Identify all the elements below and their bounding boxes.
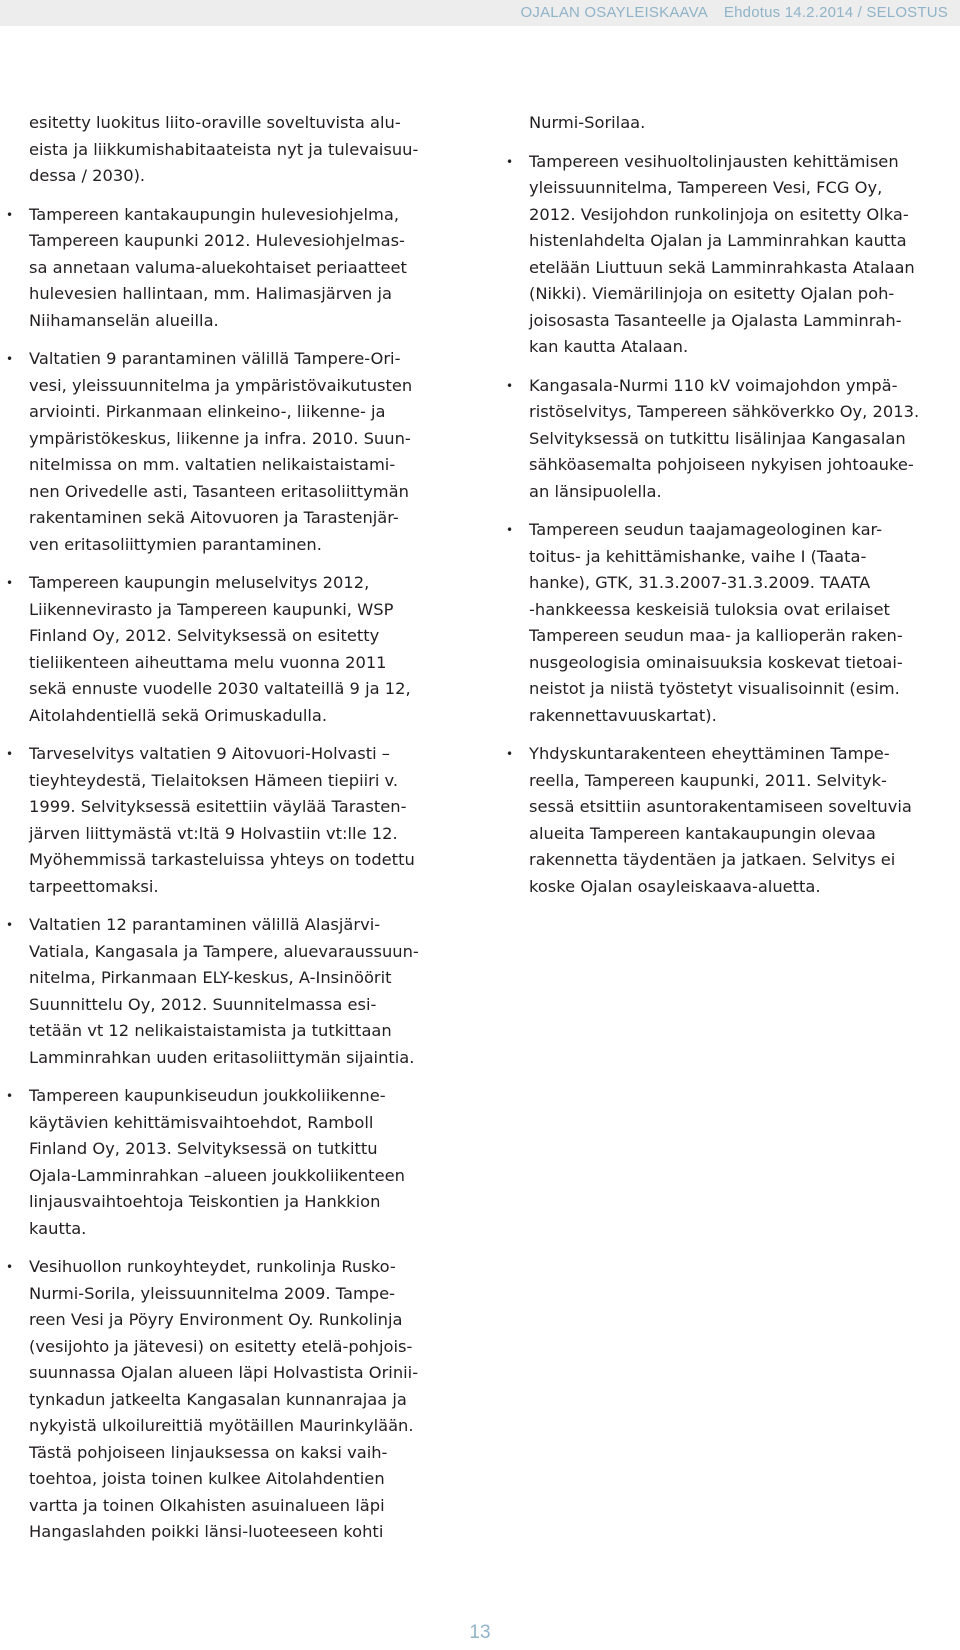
bullet-list-item	[0, 202, 440, 335]
text-line: käytävien kehittämisvaihtoehdot, Ramboll	[29, 1112, 374, 1132]
text-line: nykyistä ulkoilureittiä myötäillen Maurinkylään.	[29, 1416, 414, 1435]
bullet-marker: •	[6, 1089, 14, 1103]
bullet-list-item	[500, 517, 920, 729]
text-line: sessä etsittiin asuntorakentamiseen soveltuvia	[529, 797, 912, 816]
text-line: Ojala-Lamminrahkan –alueen joukkoliikenteen	[29, 1165, 405, 1185]
text-line: reen Vesi ja Pöyry Environment Oy. Runkolinja	[29, 1310, 403, 1329]
text-line: dessa / 2030).	[29, 166, 146, 185]
text-line: Liikennevirasto ja Tampereen kaupunki, WSP	[29, 599, 394, 619]
document-subtitle: Ehdotus 14.2.2014 / SELOSTUS	[723, 4, 948, 21]
running-header	[0, 0, 960, 26]
text-line: tynkadun jatkeelta Kangasalan kunnanrajaa ja	[29, 1389, 407, 1409]
running-header-text	[521, 4, 948, 21]
text-line: Tampereen kaupungin meluselvitys 2012,	[29, 573, 370, 592]
text-line: reella, Tampereen kaupunki, 2011. Selvityk-	[529, 770, 887, 790]
text-line: Myöhemmissä tarkasteluissa yhteys on todettu	[29, 850, 415, 869]
text-line: ven eritasoliittymien parantaminen.	[29, 534, 322, 554]
text-line: hanke), GTK, 31.3.2007-31.3.2009. TAATA	[529, 573, 871, 592]
continued-paragraph	[500, 110, 920, 137]
text-line: Tampereen seudun maa- ja kallioperän raken-	[529, 626, 903, 645]
text-line: linjausvaihtoehtoja Teiskontien ja Hankkion	[29, 1192, 381, 1211]
text-line: Tampereen vesihuoltolinjausten kehittämisen	[529, 151, 899, 171]
text-line: yleissuunnitelma, Tampereen Vesi, FCG Oy,	[529, 178, 883, 197]
text-line: 2012. Vesijohdon runkolinjoja on esitetty Olka-	[529, 204, 909, 224]
bullet-list-item	[0, 1254, 440, 1546]
text-line: Finland Oy, 2013. Selvityksessä on tutkittu	[29, 1139, 378, 1158]
text-line: vesi, yleissuunnitelma ja ympäristövaikutusten	[29, 375, 413, 395]
text-line: 1999. Selvityksessä esitettiin väylää Tarasten-	[29, 797, 407, 816]
text-line: Valtatien 9 parantaminen välillä Tampere-Ori-	[29, 349, 401, 368]
text-line: Tampereen kaupunki 2012. Hulevesiohjelmas-	[29, 231, 405, 250]
text-line: esitetty luokitus liito-oraville soveltuvista alu-	[29, 113, 401, 132]
text-line: järven liittymästä vt:ltä 9 Holvastiin vt:lle 12.	[29, 823, 398, 843]
text-line: joisosasta Tasanteelle ja Ojalasta Lamminrah-	[529, 310, 902, 330]
text-line: Finland Oy, 2012. Selvityksessä on esitetty	[29, 626, 380, 645]
text-line: Nurmi-Sorilaa.	[529, 113, 646, 132]
right-text-column	[500, 110, 920, 900]
text-line: Yhdyskuntarakenteen eheyttäminen Tampe-	[529, 744, 890, 763]
text-line: sa annetaan valuma-aluekohtaiset periaatteet	[29, 257, 407, 277]
text-line: etelään Liuttuun sekä Lamminrahkasta Atalaan	[529, 257, 915, 277]
text-line: Kangasala-Nurmi 110 kV voimajohdon ympä-	[529, 375, 898, 395]
text-line: -hankkeessa keskeisiä tuloksia ovat erilaiset	[529, 599, 890, 619]
text-line: Vatiala, Kangasala ja Tampere, aluevaraussuun-	[29, 941, 419, 961]
text-line: Tampereen kantakaupungin hulevesiohjelma,	[29, 204, 400, 224]
text-line: Tästä pohjoiseen linjauksessa on kaksi vaih-	[29, 1442, 388, 1462]
text-line: Lamminrahkan uuden eritasoliittymän sijaintia.	[29, 1047, 415, 1067]
bullet-list-item	[0, 346, 440, 558]
bullet-marker: •	[506, 747, 514, 761]
bullet-list-item	[0, 912, 440, 1071]
text-line: nen Orivedelle asti, Tasanteen eritasoliittymän	[29, 481, 409, 501]
bullet-list-item	[500, 149, 920, 361]
text-line: arviointi. Pirkanmaan elinkeino-, liikenne- ja	[29, 402, 386, 421]
bullet-list-item	[0, 741, 440, 900]
bullet-list-item	[0, 1083, 440, 1242]
bullet-list-item	[0, 570, 440, 729]
text-line: nitelmissa on mm. valtatien nelikaistaistami-	[29, 455, 396, 474]
text-line: sähköasemalta pohjoiseen nykyisen johtoauke-	[529, 455, 914, 474]
text-line: nitelma, Pirkanmaan ELY-keskus, A-Insinöörit	[29, 968, 392, 987]
bullet-marker: •	[6, 747, 14, 761]
bullet-marker: •	[6, 576, 14, 590]
document-title: OJALAN OSAYLEISKAAVA	[520, 4, 708, 21]
text-line: Hangaslahden poikki länsi-luoteeseen kohti	[29, 1522, 384, 1541]
text-line: Nurmi-Sorila, yleissuunnitelma 2009. Tampe-	[29, 1283, 396, 1303]
text-line: nusgeologisia ominaisuuksia koskevat tietoai-	[529, 652, 903, 672]
bullet-list-item	[500, 373, 920, 506]
bullet-marker: •	[6, 918, 14, 932]
text-line: an länsipuolella.	[529, 481, 662, 501]
text-line: koske Ojalan osayleiskaava-aluetta.	[529, 876, 821, 896]
bullet-marker: •	[6, 352, 14, 366]
text-line: Selvityksessä on tutkittu lisälinjaa Kangasalan	[529, 428, 906, 448]
text-line: Tampereen seudun taajamageologinen kar-	[529, 520, 883, 539]
left-text-column	[0, 110, 440, 1546]
bullet-marker: •	[506, 523, 514, 537]
text-line: tieyhteydestä, Tielaitoksen Hämeen tiepiiri v.	[29, 770, 399, 790]
text-line: ympäristökeskus, liikenne ja infra. 2010. Suun-	[29, 428, 411, 448]
text-line: tarpeettomaksi.	[29, 876, 159, 896]
bullet-marker: •	[506, 154, 514, 169]
text-line: rakennettavuuskartat).	[529, 705, 717, 725]
text-line: kautta.	[29, 1218, 87, 1238]
text-line: alueita Tampereen kantakaupungin olevaa	[529, 823, 876, 843]
text-line: Valtatien 12 parantaminen välillä Alasjärvi-	[29, 915, 381, 934]
bullet-marker: •	[506, 378, 514, 393]
text-line: Suunnittelu Oy, 2012. Suunnitelmassa esi-	[29, 994, 377, 1014]
text-line: rakennetta täydentäen ja jatkaen. Selvitys ei	[529, 850, 896, 869]
text-line: toitus- ja kehittämishanke, vaihe I (Taata-	[529, 546, 867, 566]
text-line: Tarveselvitys valtatien 9 Aitovuori-Holvasti –	[29, 744, 390, 763]
text-line: neistot ja niistä työstetyt visualisoinnit (esim.	[529, 679, 900, 698]
text-line: rakentaminen sekä Aitovuoren ja Tarastenjär-	[29, 508, 399, 527]
text-line: histenlahdelta Ojalan ja Lamminrahkan kautta	[529, 231, 907, 250]
text-line: kan kautta Atalaan.	[529, 337, 689, 356]
text-line: eista ja liikkumishabitaateista nyt ja tulevaisuu-	[29, 139, 419, 159]
text-line: ristöselvitys, Tampereen sähköverkko Oy, 2013.	[529, 402, 920, 421]
text-line: sekä ennuste vuodelle 2030 valtateillä 9 ja 12,	[29, 679, 411, 698]
text-line: toehtoa, joista toinen kulkee Aitolahdentien	[29, 1469, 385, 1488]
text-line: Aitolahdentiellä sekä Orimuskadulla.	[29, 705, 328, 725]
text-line: tetään vt 12 nelikaistaistamista ja tutkittaan	[29, 1021, 392, 1040]
text-line: suunnassa Ojalan alueen läpi Holvastista Orinii-	[29, 1363, 419, 1382]
continued-paragraph	[0, 110, 440, 190]
bullet-marker: •	[6, 207, 14, 222]
text-line: tieliikenteen aiheuttama melu vuonna 2011	[29, 652, 387, 672]
bullet-marker: •	[6, 1260, 14, 1274]
text-line: Vesihuollon runkoyhteydet, runkolinja Rusko-	[29, 1257, 396, 1276]
text-line: (vesijohto ja jätevesi) on esitetty etelä-pohjois-	[29, 1336, 413, 1356]
text-line: vartta ja toinen Olkahisten asuinalueen läpi	[29, 1495, 385, 1515]
bullet-list-item	[500, 741, 920, 900]
text-line: Niihamanselän alueilla.	[29, 310, 219, 330]
text-line: (Nikki). Viemärilinjoja on esitetty Ojalan poh-	[529, 284, 895, 303]
text-line: Tampereen kaupunkiseudun joukkoliikenne-	[29, 1086, 386, 1105]
text-line: hulevesien hallintaan, mm. Halimasjärven ja	[29, 284, 393, 303]
page-number: 13	[469, 1622, 491, 1643]
